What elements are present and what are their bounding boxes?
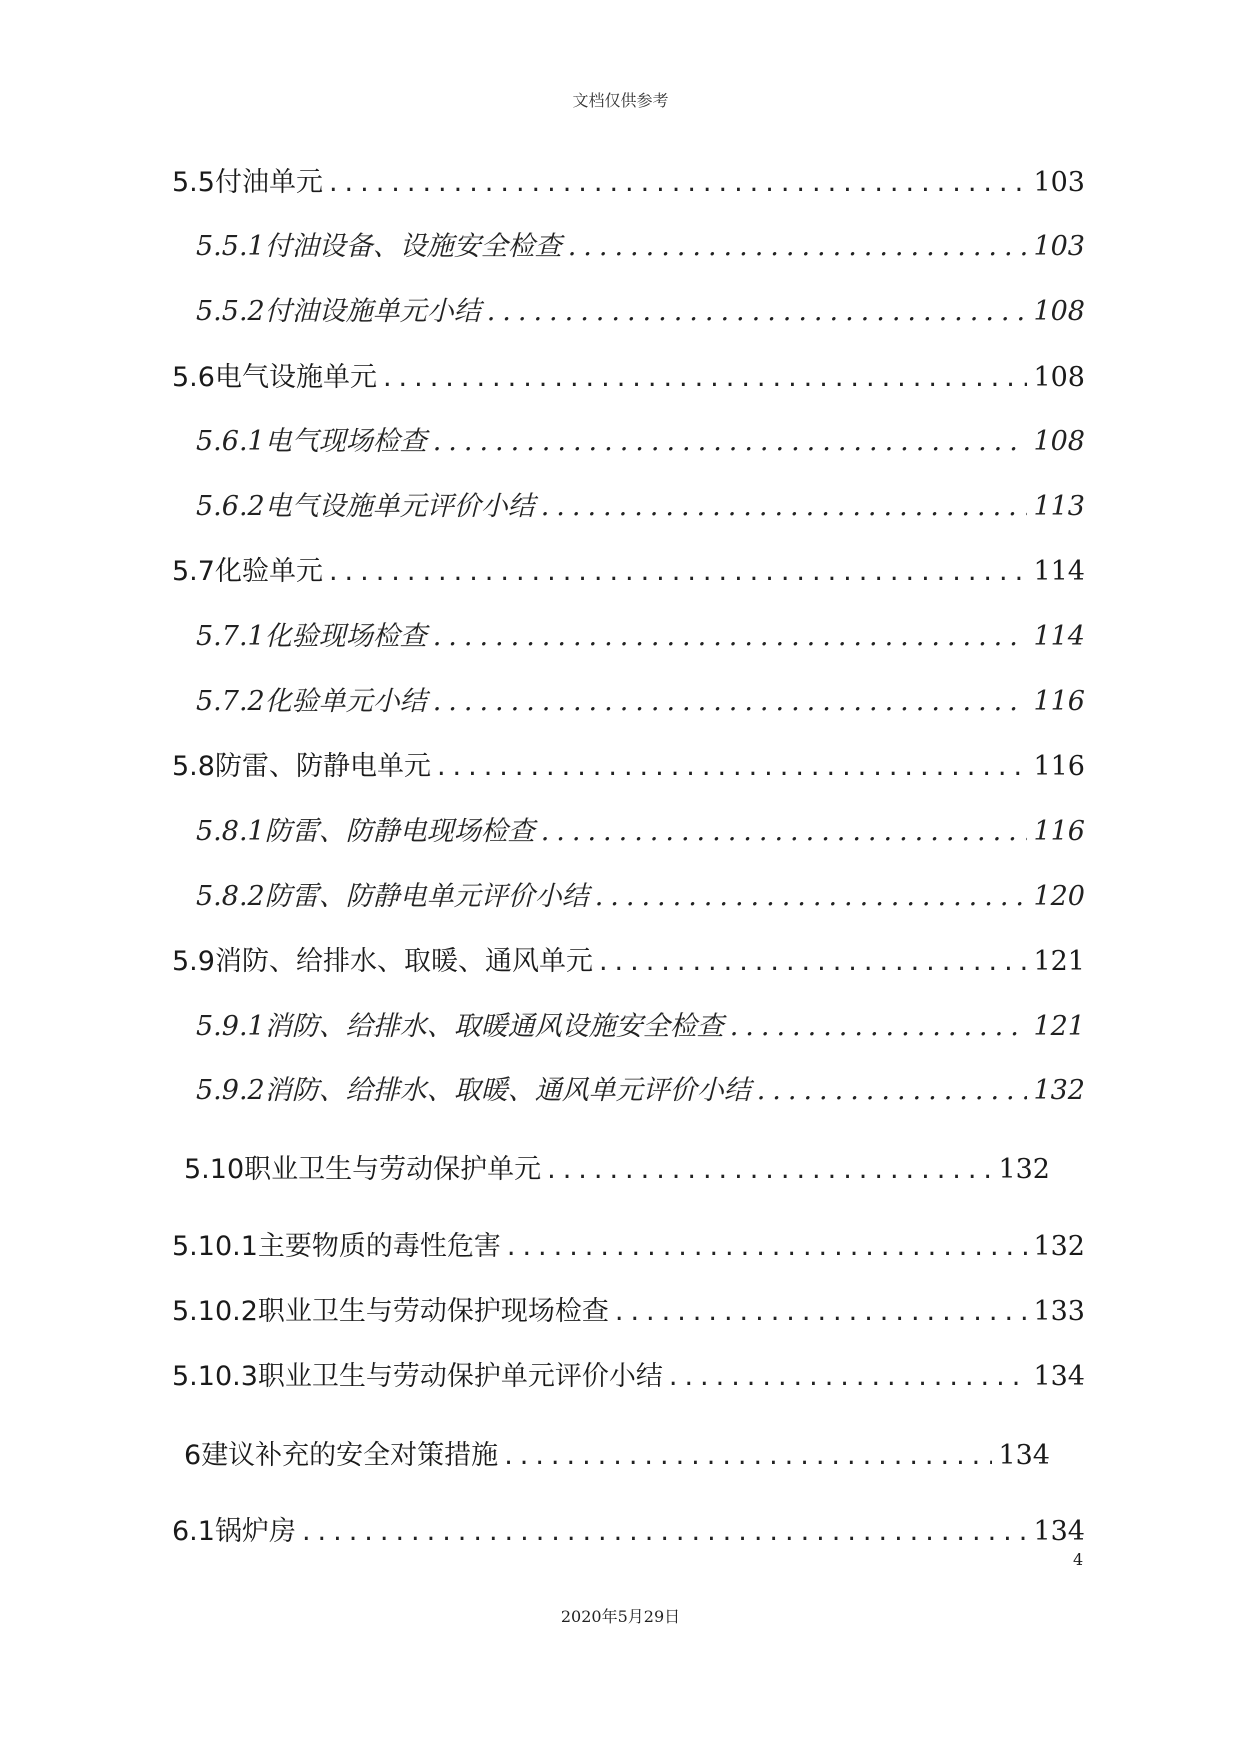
- toc-entry[interactable]: [172, 1514, 1085, 1550]
- toc-entry-number: 5.10: [184, 1154, 245, 1185]
- toc-entry[interactable]: [196, 294, 1085, 330]
- toc-entry-title: 消防、给排水、取暖通风设施安全检查: [264, 1011, 724, 1042]
- toc-entry-title: 消防、给排水、取暖、通风单元: [214, 946, 593, 977]
- toc-entry-number: 5.5.1: [196, 231, 265, 262]
- toc-entry[interactable]: [172, 165, 1085, 201]
- toc-entry-page: 121: [1033, 1011, 1085, 1042]
- toc-entry-number: 5.5.2: [196, 296, 265, 327]
- toc-entry-page: 116: [1033, 686, 1085, 717]
- toc-entry-page: 116: [1033, 751, 1085, 782]
- toc-entry-page: 132: [1033, 1231, 1085, 1262]
- toc-entry-number: 5.6.2: [196, 491, 265, 522]
- toc-dot-leader: [504, 1438, 992, 1474]
- toc-entry-page: 113: [1033, 491, 1085, 522]
- toc-entry[interactable]: [196, 814, 1085, 850]
- toc-dot-leader: [329, 554, 1028, 590]
- toc-entry-title: 防雷、防静电单元评价小结: [264, 881, 589, 912]
- toc-dot-leader: [547, 1152, 992, 1188]
- toc-dot-leader: [541, 814, 1028, 850]
- toc-entry[interactable]: [172, 360, 1085, 396]
- toc-entry-page: 134: [1033, 1361, 1085, 1392]
- toc-entry[interactable]: [172, 749, 1085, 785]
- toc-entry-page: 108: [1033, 362, 1085, 393]
- toc-entry[interactable]: [172, 1294, 1085, 1330]
- toc-entry-title: 化验单元小结: [264, 686, 427, 717]
- toc-entry[interactable]: [172, 1229, 1085, 1265]
- page-header: 文档仅供参考: [572, 91, 669, 110]
- toc-dot-leader: [487, 294, 1028, 330]
- toc-dot-leader: [433, 619, 1028, 655]
- toc-entry[interactable]: [196, 489, 1085, 525]
- toc-entry-title: 化验现场检查: [264, 621, 427, 652]
- toc-entry-number: 5.9.2: [196, 1075, 265, 1106]
- toc-entry-number: 5.10.3: [172, 1361, 258, 1392]
- toc-entry-number: 6.1: [172, 1516, 215, 1547]
- toc-entry-title: 防雷、防静电现场检查: [264, 816, 535, 847]
- toc-entry[interactable]: [172, 1359, 1085, 1395]
- toc-entry-page: 108: [1033, 426, 1085, 457]
- toc-entry[interactable]: [184, 1152, 1050, 1188]
- toc-entry-number: 5.10.1: [172, 1231, 258, 1262]
- toc-dot-leader: [507, 1229, 1028, 1265]
- toc-dot-leader: [669, 1359, 1028, 1395]
- toc-dot-leader: [302, 1514, 1028, 1550]
- toc-entry-page: 120: [1033, 881, 1085, 912]
- toc-entry-title: 防雷、防静电单元: [214, 751, 431, 782]
- toc-entry-number: 5.8: [172, 751, 215, 782]
- toc-entry[interactable]: [196, 619, 1085, 655]
- toc-entry-title: 电气设施单元评价小结: [264, 491, 535, 522]
- toc-entry-title: 电气设施单元: [214, 362, 377, 393]
- toc-entry-number: 5.7.2: [196, 686, 265, 717]
- toc-entry[interactable]: [196, 424, 1085, 460]
- toc-entry-page: 132: [998, 1154, 1050, 1185]
- toc-dot-leader: [541, 489, 1028, 525]
- page-number: 4: [1073, 1550, 1084, 1569]
- toc-entry-title: 职业卫生与劳动保护现场检查: [257, 1296, 609, 1327]
- toc-entry-page: 103: [1033, 167, 1085, 198]
- toc-entry-page: 103: [1033, 231, 1085, 262]
- toc-entry-title: 职业卫生与劳动保护单元: [244, 1154, 542, 1185]
- toc-dot-leader: [595, 879, 1028, 915]
- toc-entry-number: 5.9: [172, 946, 215, 977]
- toc-entry-title: 付油设施单元小结: [264, 296, 481, 327]
- toc-dot-leader: [615, 1294, 1028, 1330]
- toc-entry[interactable]: [196, 879, 1085, 915]
- toc-dot-leader: [730, 1009, 1028, 1045]
- toc-entry-page: 121: [1033, 946, 1085, 977]
- toc-entry-title: 主要物质的毒性危害: [257, 1231, 501, 1262]
- page-footer-date: 2020年5月29日: [560, 1607, 681, 1626]
- toc-dot-leader: [383, 360, 1028, 396]
- toc-entry-title: 付油设备、设施安全检查: [264, 231, 562, 262]
- toc-entry-title: 化验单元: [214, 556, 323, 587]
- toc-entry-title: 建议补充的安全对策措施: [201, 1440, 499, 1471]
- toc-entry[interactable]: [184, 1438, 1050, 1474]
- toc-entry-number: 5.10.2: [172, 1296, 258, 1327]
- toc-entry-number: 6: [184, 1440, 202, 1471]
- toc-entry[interactable]: [172, 944, 1085, 980]
- toc-entry-page: 108: [1033, 296, 1085, 327]
- toc-entry-title: 付油单元: [214, 167, 323, 198]
- toc-entry-page: 116: [1033, 816, 1085, 847]
- toc-entry-page: 132: [1033, 1075, 1085, 1106]
- toc-entry-number: 5.5: [172, 167, 215, 198]
- toc-entry-title: 电气现场检查: [264, 426, 427, 457]
- toc-entry-title: 职业卫生与劳动保护单元评价小结: [257, 1361, 663, 1392]
- toc-entry-page: 133: [1033, 1296, 1085, 1327]
- toc-entry-number: 5.8.1: [196, 816, 265, 847]
- toc-entry[interactable]: [196, 229, 1085, 265]
- toc-entry-page: 114: [1033, 556, 1085, 587]
- toc-dot-leader: [329, 165, 1028, 201]
- toc-entry-page: 114: [1033, 621, 1085, 652]
- toc-entry-title: 锅炉房: [214, 1516, 296, 1547]
- toc-dot-leader: [437, 749, 1028, 785]
- toc-entry[interactable]: [172, 554, 1085, 590]
- toc-dot-leader: [568, 229, 1028, 265]
- toc-dot-leader: [757, 1073, 1028, 1109]
- toc-entry[interactable]: [196, 684, 1085, 720]
- toc-entry-number: 5.7: [172, 556, 215, 587]
- toc-dot-leader: [599, 944, 1028, 980]
- toc-entry[interactable]: [196, 1009, 1085, 1045]
- toc-entry-number: 5.6: [172, 362, 215, 393]
- toc-entry-title: 消防、给排水、取暖、通风单元评价小结: [264, 1075, 751, 1106]
- toc-entry-page: 134: [998, 1440, 1050, 1471]
- toc-entry-number: 5.7.1: [196, 621, 265, 652]
- toc-entry-number: 5.6.1: [196, 426, 265, 457]
- toc-dot-leader: [433, 424, 1028, 460]
- toc-dot-leader: [433, 684, 1028, 720]
- toc-entry-number: 5.8.2: [196, 881, 265, 912]
- toc-entry[interactable]: [196, 1073, 1085, 1109]
- toc-entry-number: 5.9.1: [196, 1011, 265, 1042]
- toc-entry-page: 134: [1033, 1516, 1085, 1547]
